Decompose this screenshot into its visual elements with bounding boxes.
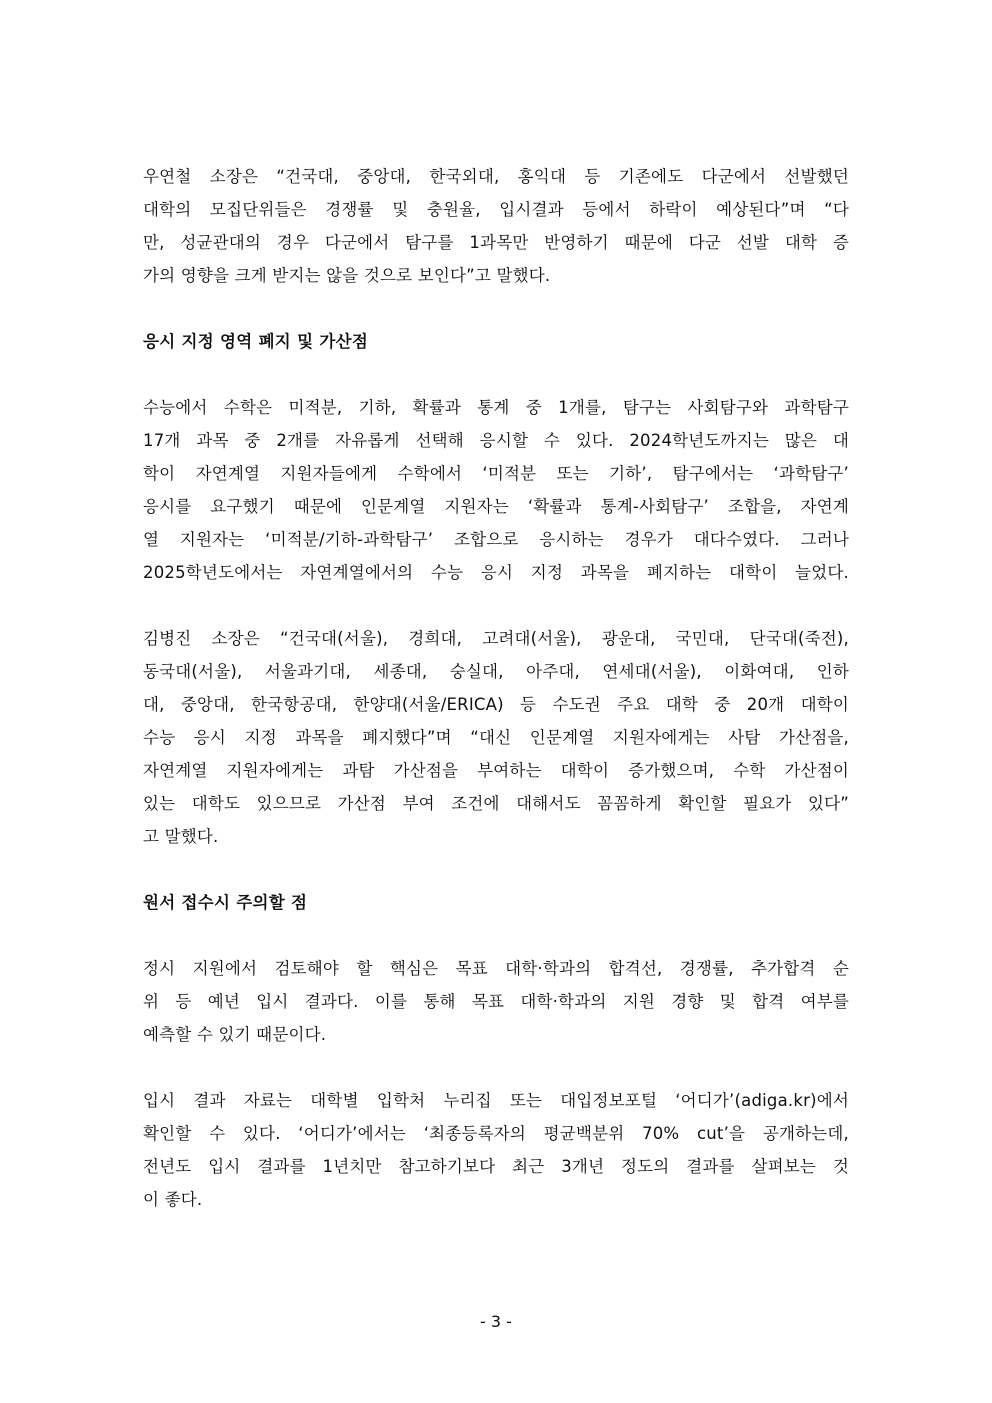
paragraph-1-line-4: 가의 영향을 크게 받지는 않을 것으로 보인다”고 말했다. — [143, 266, 551, 285]
paragraph-1-line-2: 대학의 모집단위들은 경쟁률 및 충원율, 입시결과 등에서 하락이 예상된다”며 “다 — [143, 200, 849, 219]
paragraph-3-line-5: 자연계열 지원자에게는 과탐 가산점을 부여하는 대학이 증가했으며, 수학 가산점이 — [143, 761, 849, 780]
paragraph-3-line-4: 수능 응시 지정 과목을 폐지했다”며 “대신 인문계열 지원자에게는 사탐 가산점을, — [143, 728, 849, 747]
paragraph-1-line-1: 우연철 소장은 “건국대, 중앙대, 한국외대, 홍익대 등 기존에도 다군에서 선발했던 — [143, 167, 849, 186]
paragraph-4-line-2: 위 등 예년 입시 결과다. 이를 통해 목표 대학·학과의 지원 경향 및 합격 여부를 — [143, 992, 849, 1011]
page-number: - 3 - — [480, 1312, 512, 1331]
paragraph-2-line-6: 2025학년도에서는 자연계열에서의 수능 응시 지정 과목을 폐지하는 대학이 늘었다. — [143, 563, 849, 582]
paragraph-5-line-3: 전년도 입시 결과를 1년치만 참고하기보다 최근 3개년 정도의 결과를 살펴보는 것 — [143, 1157, 849, 1176]
paragraph-2-line-5: 열 지원자는 ‘미적분/기하-과학탐구’ 조합으로 응시하는 경우가 대다수였다. 그러나 — [143, 530, 849, 549]
paragraph-2-line-3: 학이 자연계열 지원자들에게 수학에서 ‘미적분 또는 기하’, 탐구에서는 ‘과학탐구’ — [143, 464, 849, 483]
section-heading-application-notes: 원서 접수시 주의할 점 — [143, 893, 308, 912]
paragraph-3-line-1: 김병진 소장은 “건국대(서울), 경희대, 고려대(서울), 광운대, 국민대, 단국대(죽전), — [143, 629, 849, 648]
paragraph-3-line-3: 대, 중앙대, 한국항공대, 한양대(서울/ERICA) 등 수도권 주요 대학 중 20개 대학이 — [143, 695, 849, 714]
section-heading-designated-subjects: 응시 지정 영역 폐지 및 가산점 — [143, 332, 369, 351]
paragraph-3-line-6: 있는 대학도 있으므로 가산점 부여 조건에 대해서도 꼼꼼하게 확인할 필요가 있다” — [143, 794, 849, 813]
paragraph-4-line-3: 예측할 수 있기 때문이다. — [143, 1025, 327, 1044]
paragraph-3-line-2: 동국대(서울), 서울과기대, 세종대, 숭실대, 아주대, 연세대(서울), 이화여대, 인하 — [143, 662, 849, 681]
paragraph-5-line-4: 이 좋다. — [143, 1190, 203, 1209]
paragraph-2-line-2: 17개 과목 중 2개를 자유롭게 선택해 응시할 수 있다. 2024학년도까지는 많은 대 — [143, 431, 849, 450]
paragraph-4-line-1: 정시 지원에서 검토해야 할 핵심은 목표 대학·학과의 합격선, 경쟁률, 추가합격 순 — [143, 959, 849, 978]
paragraph-3-line-7: 고 말했다. — [143, 827, 219, 846]
paragraph-1-line-3: 만, 성균관대의 경우 다군에서 탐구를 1과목만 반영하기 때문에 다군 선발 대학 증 — [143, 233, 849, 252]
paragraph-5-line-1: 입시 결과 자료는 대학별 입학처 누리집 또는 대입정보포털 ‘어디가’(adiga.kr)에서 — [143, 1091, 849, 1110]
paragraph-2-line-1: 수능에서 수학은 미적분, 기하, 확률과 통계 중 1개를, 탐구는 사회탐구와 과학탐구 — [143, 398, 849, 417]
paragraph-2-line-4: 응시를 요구했기 때문에 인문계열 지원자는 ‘확률과 통계-사회탐구’ 조합을, 자연계 — [143, 497, 849, 516]
paragraph-5-line-2: 확인할 수 있다. ‘어디가’에서는 ‘최종등록자의 평균백분위 70% cut’을 공개하는데, — [143, 1124, 849, 1143]
